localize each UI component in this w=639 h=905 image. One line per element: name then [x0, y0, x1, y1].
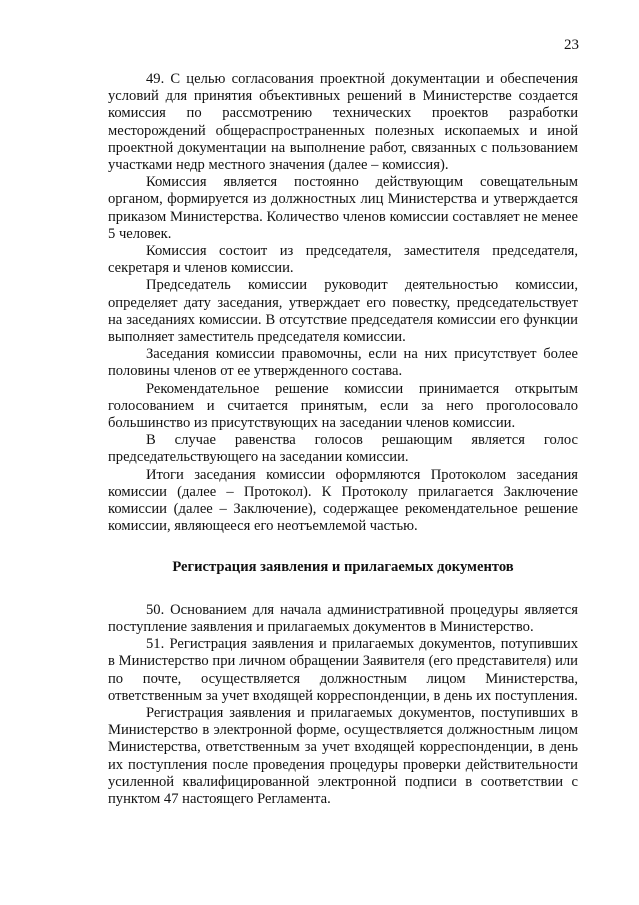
paragraph-electronic-registration: Регистрация заявления и прилагаемых документов, поступивших в Министерство в электронной форме, осуществляется должностным лицом Министерства, ответственным за учет входящей корреспонденции, в день их поступления после проведения процедуры проверки действительности усиленной квалифицированной электронной подписи в соответствии с пунктом 47 настоящего Регламента. [108, 704, 578, 807]
paragraph-protocol: Итоги заседания комиссии оформляются Протоколом заседания комиссии (далее – Протокол). К Протоколу прилагается Заключение комиссии (далее – Заключение), содержащее рекомендательное решение комиссии, являющееся его неотъемлемой частью. [108, 466, 578, 535]
page-content [108, 71, 578, 808]
paragraph-voting: Рекомендательное решение комиссии принимается открытым голосованием и считается принятым, если за него проголосовало большинство из присутствующих на заседании членов комиссии. [108, 380, 578, 432]
paragraph-chairman-duties: Председатель комиссии руководит деятельностью комиссии, определяет дату заседания, утверждает его повестку, председательствует на заседаниях комиссии. В отсутствие председателя комиссии его функции выполняет заместитель председателя комиссии. [108, 277, 578, 346]
paragraph-commission-status: Комиссия является постоянно действующим совещательным органом, формируется из должностных лиц Министерства и утверждается приказом Министерства. Количество членов комиссии составляет не менее 5 человек. [108, 174, 578, 242]
paragraph-49: 49. С целью согласования проектной документации и обеспечения условий для принятия объективных решений в Министерстве создается комиссия по рассмотрению технических проектов разработки месторождений общераспространенных полезных ископаемых и иной проектной документации на выполнение работ, связанных с пользованием участками недр местного значения (далее – комиссия). [108, 71, 578, 174]
section-heading: Регистрация заявления и прилагаемых документов [172, 559, 514, 576]
paragraph-51: 51. Регистрация заявления и прилагаемых документов, потупивших в Министерство при личном обращении Заявителя (его представителя) или по почте, осуществляется должностным лицом Министерства, ответственным за учет входящей корреспонденции, в день их поступления. [108, 636, 578, 704]
paragraph-50: 50. Основанием для начала административной процедуры является поступление заявления и прилагаемых документов в Министерство. [108, 601, 578, 635]
page-number: 23 [564, 37, 579, 53]
paragraph-commission-composition: Комиссия состоит из председателя, заместителя председателя, секретаря и членов комиссии. [108, 243, 578, 277]
paragraph-tie-vote: В случае равенства голосов решающим является голос председательствующего на заседании комиссии. [108, 432, 578, 466]
paragraph-quorum: Заседания комиссии правомочны, если на них присутствует более половины членов от ее утвержденного состава. [108, 346, 578, 380]
